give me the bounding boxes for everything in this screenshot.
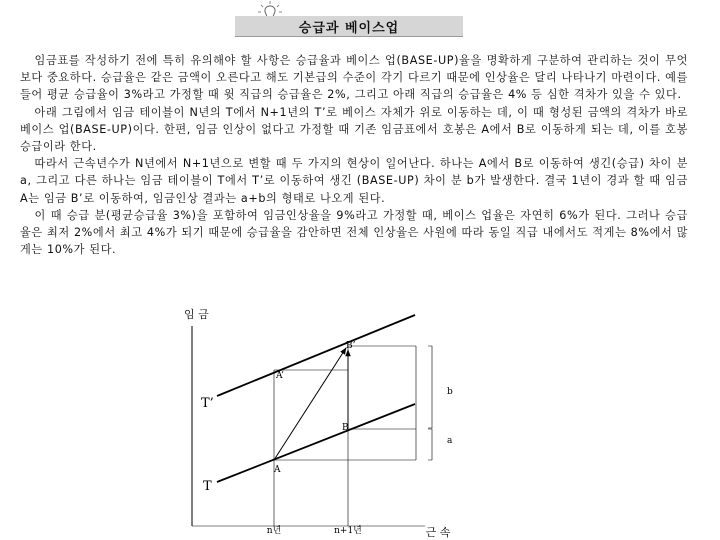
- label-T-prime: T’: [201, 396, 214, 411]
- label-b: b: [447, 387, 453, 397]
- label-A-prime: A’: [276, 371, 285, 381]
- bracket-b: [428, 346, 432, 428]
- label-a: a: [447, 436, 453, 446]
- line-T-prime: [217, 315, 415, 396]
- paragraph-2: 아래 그림에서 임금 테이블이 N년의 T에서 N+1년의 T’로 베이스 자체가 위로 이동하는 데, 이 때 형성된 금액의 격차가 바로 베이스 업(BASE-UP)이다. 한편, 임금 인상이 없다고 가정할 때 기존 임금표에서 호봉은 A에서 B로 이동하게 되는 데, 이를 호봉승급이라 한다.: [20, 105, 688, 154]
- line-T: [217, 404, 415, 482]
- paragraph-3: 따라서 근속년수가 N년에서 N+1년으로 변할 때 두 가지의 현상이 일어난다. 하나는 A에서 B로 이동하여 생긴(승급) 차이 분 a, 그리고 다른 하나는 임금 테이블이 T에서 T’로 이동하여 생긴 (BASE-UP) 차이 분 b가 발생한다. 결국 1년이 경과 할 때 임금 A는 임금 B’로 이동하여, 임금인상 결과는 a+b의 형태로 나오게 된다.: [20, 157, 688, 205]
- tick-n: n년: [266, 526, 282, 536]
- arrow-A-to-B-prime: [274, 348, 346, 460]
- label-B-prime: B’: [346, 341, 356, 351]
- page-title: [235, 16, 463, 37]
- wage-diagram: [170, 300, 470, 540]
- label-T: T: [203, 479, 212, 494]
- label-B: B: [342, 423, 349, 433]
- tick-n1: n+1년: [334, 526, 362, 536]
- bracket-a: [428, 429, 432, 460]
- body-text: [20, 52, 688, 258]
- page-title-text: 승급과 베이스업: [298, 20, 400, 36]
- paragraph-4: 이 때 승급 분(평균승급율 3%)을 포함하여 임금인상율을 9%라고 가정할 때, 베이스 업율은 자연히 6%가 된다. 그러나 승급율은 최저 2%에서 최고 4%가 되기 때문에 승급율을 감안하면 전체 인상율은 사원에 따라 동일 직급 내에서도 적게는 8%에서 많게는 10%가 된다.: [20, 208, 688, 257]
- paragraph-1: 임금표를 작성하기 전에 특히 유의해야 할 사항은 승급율과 베이스 업(BASE-UP)율을 명확하게 구분하여 관리하는 것이 무엇보다 중요하다. 승급율은 같은 금액이 오른다고 해도 기본급의 수준이 각기 다르기 때문에 인상율은 달리 나타나기 마련이다. 예를 들어 평균 승급율이 3%라고 가정할 때 윗 직급의 승급율은 2%, 그리고 아래 직급의 승급율은 4% 등 심한 격차가 있을 수 있다.: [20, 54, 688, 102]
- y-axis-label: 임 금: [184, 308, 209, 321]
- x-axis-label: 근 속: [425, 526, 451, 539]
- label-A: A: [274, 465, 281, 475]
